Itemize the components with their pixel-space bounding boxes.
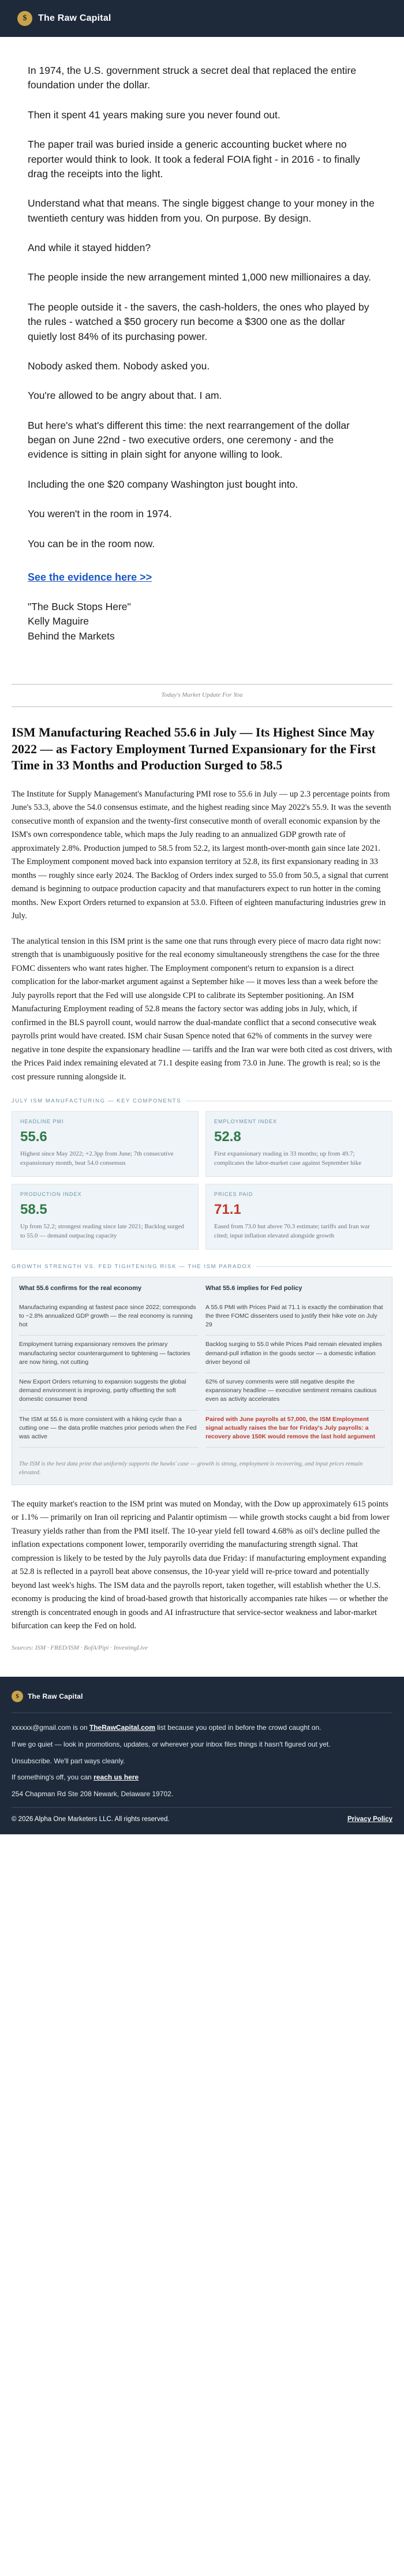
stat-card-prices-paid [205, 1184, 392, 1250]
stat-card-production [12, 1184, 199, 1250]
stat-card-note: First expansionary reading in 33 months; up from 49.7; complicates the labor-market case against September hike [214, 1150, 362, 1167]
comparison-cell: The ISM at 55.6 is more consistent with a hiking cycle than a cutting one — the data profile matches prior periods when the Fed was active [19, 1411, 199, 1448]
footer-optin-text [12, 1722, 392, 1733]
article-paragraph: The equity market's reaction to the ISM print was muted on Monday, with the Dow up approximately 615 points or 1.1% — primarily on Iran oil repricing and Palantir optimism — while growth stocks caught a bid from lower Treasury yields rather than from the PMI itself. The 10-year yield fell toward 4.68% as oil's decline pulled the inflation expectations component lower, temporarily overriding the manufacturing strength signal. That compression is likely to be tested by the July payrolls data due Friday: if manufacturing employment expanding at 52.8 is reflected in a payroll beat above consensus, the 10-year yield will re-price toward and potentially beyond last week's highs. The ISM data and the payrolls report, taken together, will establish whether the U.S. economy is producing the kind of broad-based growth that historically accompanies rate hikes — or whether the strength is concentrated enough in goods and AI infrastructure that service-sector weakness and labor-market bifurcation can keep the Fed on hold. [12, 1499, 390, 1631]
stat-card-value: 52.8 [214, 1129, 241, 1145]
comparison-cell: 62% of survey comments were still negative despite the expansionary headline — executive sentiment remains cautious even as activity accelerates [205, 1373, 385, 1411]
letter-paragraph: And while it stayed hidden? [28, 242, 151, 253]
comparison-left-column [19, 1284, 199, 1448]
signoff-tagline: "The Buck Stops Here" [28, 600, 131, 612]
letter-paragraph: The people outside it - the savers, the cash-holders, the ones who played by the rules - watched a $50 grocery run become a $300 one as the dollar quietly lost 84% of its purchasing power. [28, 301, 369, 342]
footer-bottom [12, 1807, 392, 1823]
paradox-section-label [12, 1263, 392, 1270]
letter-paragraph: The people inside the new arrangement minted 1,000 new millionaires a day. [28, 271, 372, 283]
footer [0, 1677, 404, 1834]
footer-address: 254 Chapman Rd Ste 208 Newark, Delaware 19702. [12, 1789, 174, 1798]
stat-card-note: Eased from 73.0 but above 70.3 estimate; tariffs and Iran war cited; input inflation elevated alongside growth [214, 1222, 370, 1239]
signoff-author: Kelly Maguire [28, 615, 89, 627]
brand[interactable] [17, 11, 111, 26]
copyright: © 2026 Alpha One Marketers LLC. All rights reserved. [12, 1816, 170, 1823]
letter-paragraph: You're allowed to be angry about that. I am. [28, 390, 222, 402]
comparison-right-column [205, 1284, 385, 1448]
comparison-cell: Manufacturing expanding at fastest pace since 2022; corresponds to ~2.8% annualized GDP growth — the real economy is running hot [19, 1299, 199, 1336]
stat-card-value: 55.6 [20, 1129, 47, 1145]
comparison-cell-highlight: Paired with June payrolls at 57,000, the ISM Employment signal actually raises the bar for Friday's July payrolls: a recovery above 150K would remove the last hold argument [205, 1411, 385, 1448]
sponsor-label: Today's Market Update For You [12, 685, 392, 707]
letter-paragraph: You can be in the room now. [28, 537, 155, 549]
letter-paragraph: Nobody asked them. Nobody asked you. [28, 360, 210, 372]
stat-card-note: Highest since May 2022; +2.3pp from June; 7th consecutive expansionary month, beat 54.0 consensus [20, 1150, 174, 1167]
stat-card-label: PRICES PAID [214, 1191, 253, 1197]
unsubscribe-link[interactable]: Unsubscribe. We'll part ways cleanly. [12, 1756, 125, 1765]
footer-contact-text [12, 1772, 392, 1783]
comparison-right-header: What 55.6 implies for Fed policy [205, 1284, 302, 1292]
components-section-label [12, 1098, 392, 1104]
stat-card-label: EMPLOYMENT INDEX [214, 1119, 277, 1125]
letter-paragraph: You weren't in the room in 1974. [28, 508, 172, 520]
section-rule [256, 1266, 392, 1267]
article-headline: ISM Manufacturing Reached 55.6 in July — Its Highest Since May 2022 — as Factory Employment Turned Expansionary for the First Time in 33 Months and Production Surged to 58.5 [12, 725, 376, 773]
stat-card-label: HEADLINE PMI [20, 1119, 64, 1125]
letter-paragraph: In 1974, the U.S. government struck a secret deal that replaced the entire foundation under the dollar. [28, 65, 357, 91]
stat-card-headline-pmi [12, 1111, 199, 1177]
signoff-publication: Behind the Markets [28, 630, 115, 642]
brand-name: The Raw Capital [38, 13, 111, 23]
comparison-cell: Employment turning expansionary removes the primary manufacturing sector counterargument to tightening — factories are now hiring, not cutting [19, 1336, 199, 1373]
article-paragraph: The Institute for Supply Management's Manufacturing PMI rose to 55.6 in July — up 2.3 percentage points from June's 53.3, above the 54.0 consensus estimate, and the highest reading since May 2022's 55.9. It was the seventh consecutive month of expansion and the twenty-first consecutive month of overall economic expansion by the ISM's own correspondence table, which maps the July reading to an annualized GDP growth rate of approximately 2.8%. Production jumped to 58.5 from 52.2, its largest month-over-month gain since late 2021. The Employment component moved back into expansion territory at 52.8, its first expansionary reading in 33 months — roughly since early 2024. The Backlog of Orders index surged to 55.0 from 50.5, a signal that current demand is beginning to outpace production capacity and that manufacturers expect to run hotter in the coming months. New Export Orders returned to expansion at 53.0. Fifteen of eighteen manufacturing industries grew in July. [12, 789, 391, 921]
article-paragraph: The analytical tension in this ISM print is the same one that runs through every piece of macro data right now: strength that is unambiguously positive for the real economy simultaneously strengthens the case for the three FOMC dissenters who want rates higher. The Employment component's return to expansion is a direct complication for the labor-market argument against a September hike — it moves less than a week before the July payrolls report that the Fed will use alongside CPI to calibrate its September positioning. An ISM Manufacturing Employment reading of 52.8 means the factory sector was adding jobs in July, which, if confirmed in the BLS payroll count, would narrow the dual-mandate conflict that a second consecutive weak payrolls print would have created. ISM chair Susan Spence noted that 62% of comments in the survey were negative in tone despite the expansionary headline — tariffs and the Iran war were both cited as cost drivers, with the Prices Paid index remaining elevated at 71.1 despite easing from 73.0 in June. The growth is real; so is the cost pressure running alongside it. [12, 936, 392, 1082]
signoff [28, 600, 376, 644]
evidence-link[interactable]: See the evidence here >> [28, 571, 152, 583]
site-link[interactable]: TheRawCapital.com [89, 1723, 155, 1732]
comparison-cell: Backlog surging to 55.0 while Prices Paid remain elevated implies demand-pull inflation in the goods sector — a domestic inflation driver beyond oil [205, 1336, 385, 1373]
paradox-label-text: GROWTH STRENGTH VS. FED TIGHTENING RISK — THE ISM PARADOX [12, 1263, 252, 1270]
letter-paragraph: Then it spent 41 years making sure you never found out. [28, 109, 280, 121]
letter-paragraph: Including the one $20 company Washington just bought into. [28, 478, 298, 490]
promo-letter [0, 37, 404, 684]
comparison-left-header: What 55.6 confirms for the real economy [19, 1284, 142, 1292]
gold-coin-icon: $ [17, 11, 32, 26]
stat-card-employment [205, 1111, 392, 1177]
footer-inbox-text: If we go quiet — look in promotions, updates, or wherever your inbox files things it hasn't figured out yet. [12, 1740, 331, 1749]
footer-brand[interactable] [12, 1691, 392, 1702]
components-grid [12, 1111, 392, 1250]
letter-paragraph: But here's what's different this time: the next rearrangement of the dollar began on June 22nd - two executive orders, one ceremony - and the evidence is sitting in plain sight for anyone willing to look. [28, 419, 350, 461]
contact-link[interactable]: reach us here [93, 1773, 139, 1782]
privacy-policy-link[interactable]: Privacy Policy [347, 1816, 392, 1823]
stat-card-label: PRODUCTION INDEX [20, 1191, 82, 1197]
optin-prefix: xxxxxx@gmail.com is on [12, 1723, 88, 1732]
market-update-article [0, 707, 404, 1677]
letter-paragraph: Understand what that means. The single biggest change to your money in the twentieth century was hidden from you. On purpose. By design. [28, 197, 375, 224]
comparison-cell: A 55.6 PMI with Prices Paid at 71.1 is exactly the combination that the three FOMC dissenters used to justify their hike vote on July 29 [205, 1299, 385, 1336]
gold-coin-icon: $ [12, 1691, 23, 1702]
header-bar [0, 0, 404, 37]
contact-prefix: If something's off, you can [12, 1773, 92, 1782]
comparison-footnote: The ISM is the best data print that uniformly supports the hawks' case — growth is strong, employment is recovering, and input prices remain elevated. [19, 1461, 363, 1476]
paradox-comparison-table [12, 1277, 392, 1485]
sources-line: Sources: ISM · FRED/ISM · BofA/Pipi · InvestingLive [12, 1644, 148, 1652]
footer-brand-name: The Raw Capital [28, 1692, 83, 1701]
stat-card-value: 71.1 [214, 1201, 241, 1217]
letter-paragraph: The paper trail was buried inside a generic accounting bucket where no reporter would think to look. It took a federal FOIA fight - in 2016 - to finally drag the receipts into the light. [28, 139, 360, 180]
comparison-cell: New Export Orders returning to expansion suggests the global demand environment is improving, partly offsetting the soft domestic consumer trend [19, 1373, 199, 1411]
stat-card-note: Up from 52.2; strongest reading since late 2021; Backlog surged to 55.0 — demand outpacing capacity [20, 1222, 184, 1239]
optin-suffix: list because you opted in before the crowd caught on. [157, 1723, 321, 1732]
components-label-text: JULY ISM MANUFACTURING — KEY COMPONENTS [12, 1098, 182, 1105]
stat-card-value: 58.5 [20, 1201, 47, 1217]
